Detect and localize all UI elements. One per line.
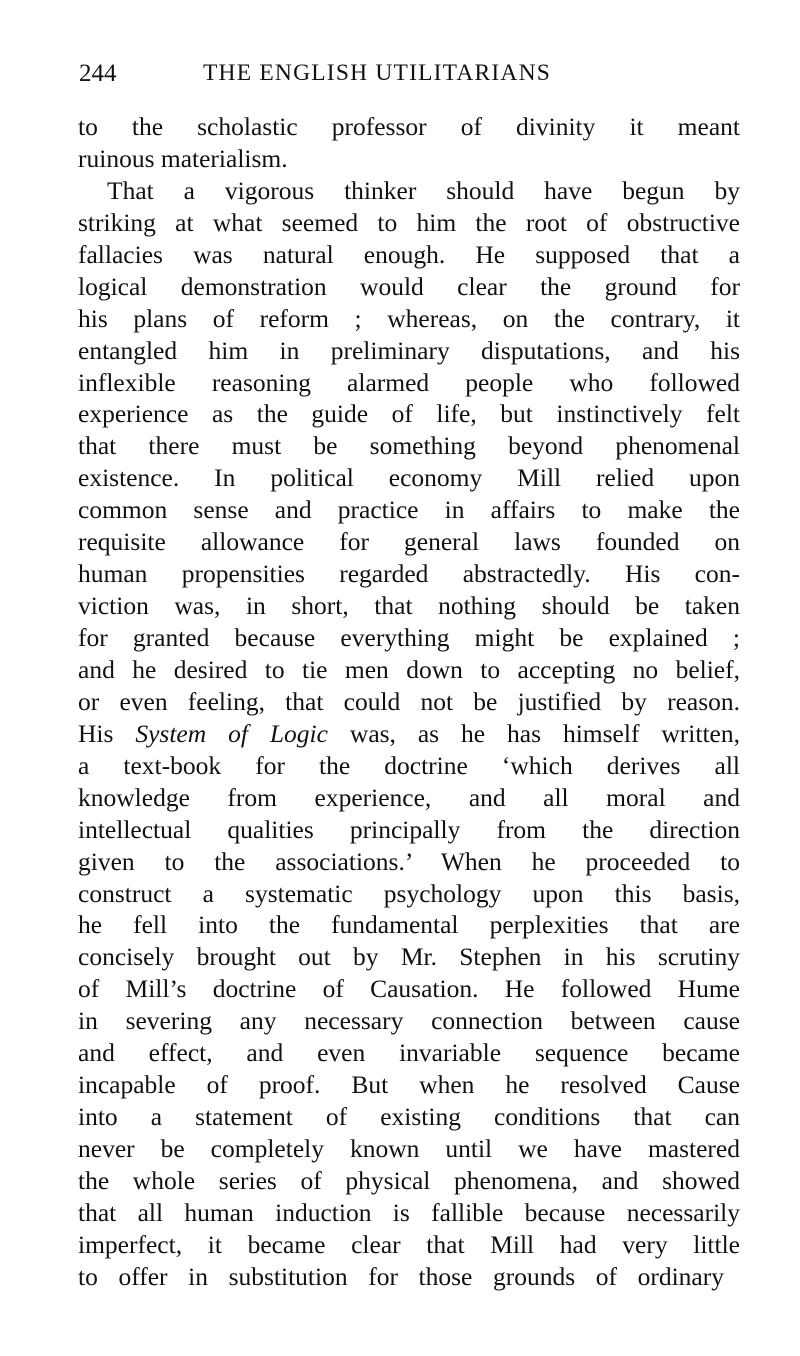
text-line: he fell into the fundamental perplexities that are (78, 910, 740, 940)
text-line: to the scholastic professor of divinity it meant (78, 112, 740, 141)
text-line: knowledge from experience, and all moral and (78, 782, 740, 812)
text-line: or even feeling, that could not be justified by reason. (78, 686, 740, 716)
book-title-italic: System of Logic (135, 718, 328, 748)
text-line: intellectual qualities principally from the direction (78, 814, 740, 844)
text-segment: His (78, 718, 136, 748)
text-line: to offer in substitution for those grounds of ordinary (78, 1261, 724, 1291)
text-line: that all human induction is fallible because necessarily (78, 1197, 740, 1227)
text-line: That a vigorous thinker should have begun by (107, 175, 740, 205)
text-line: incapable of proof. But when he resolved Cause (78, 1070, 740, 1100)
text-segment: was, as he has himself written, (327, 718, 740, 748)
text-line: requisite allowance for general laws founded on (78, 527, 740, 557)
text-line: human propensities regarded abstractedly. His con- (78, 559, 740, 589)
text-line: inflexible reasoning alarmed people who followed (78, 367, 740, 397)
text-line: in severing any necessary connection between cause (78, 1006, 740, 1036)
text-line: concisely brought out by Mr. Stephen in his scrutiny (78, 942, 740, 972)
text-line: his plans of reform ; whereas, on the contrary, it (78, 303, 740, 333)
text-line: entangled him in preliminary disputations, and his (78, 335, 740, 365)
text-line: logical demonstration would clear the ground for (78, 271, 740, 301)
text-line: never be completely known until we have mastered (78, 1134, 740, 1163)
text-line: fallacies was natural enough. He supposed that a (78, 239, 740, 269)
text-line: a text-book for the doctrine ‘which derives all (78, 750, 740, 780)
text-line: construct a systematic psychology upon this basis, (78, 878, 740, 908)
text-line: viction was, in short, that nothing should be taken (78, 591, 740, 621)
text-line (78, 718, 740, 750)
text-line: imperfect, it became clear that Mill had very little (78, 1229, 740, 1259)
text-line: common sense and practice in affairs to make the (78, 495, 740, 525)
running-title: THE ENGLISH UTILITARIANS (203, 60, 552, 86)
text-line: that there must be something beyond phenomenal (78, 431, 740, 461)
page-number: 244 (79, 60, 117, 87)
body-text (78, 111, 740, 1293)
text-line: experience as the guide of life, but instinctively felt (78, 399, 740, 429)
text-line: the whole series of physical phenomena, and showed (78, 1165, 740, 1195)
text-line: into a statement of existing conditions that can (78, 1102, 740, 1132)
text-line: ruinous materialism. (78, 143, 288, 173)
text-line: existence. In political economy Mill relied upon (78, 463, 740, 493)
text-line: given to the associations.’ When he proceeded to (78, 846, 740, 876)
text-line: and he desired to tie men down to accepting no belief, (78, 654, 740, 684)
text-line: and effect, and even invariable sequence became (78, 1038, 740, 1068)
text-line: for granted because everything might be explained ; (78, 623, 740, 652)
text-line: of Mill’s doctrine of Causation. He followed Hume (78, 974, 740, 1004)
text-line: striking at what seemed to him the root of obstructive (78, 207, 740, 237)
